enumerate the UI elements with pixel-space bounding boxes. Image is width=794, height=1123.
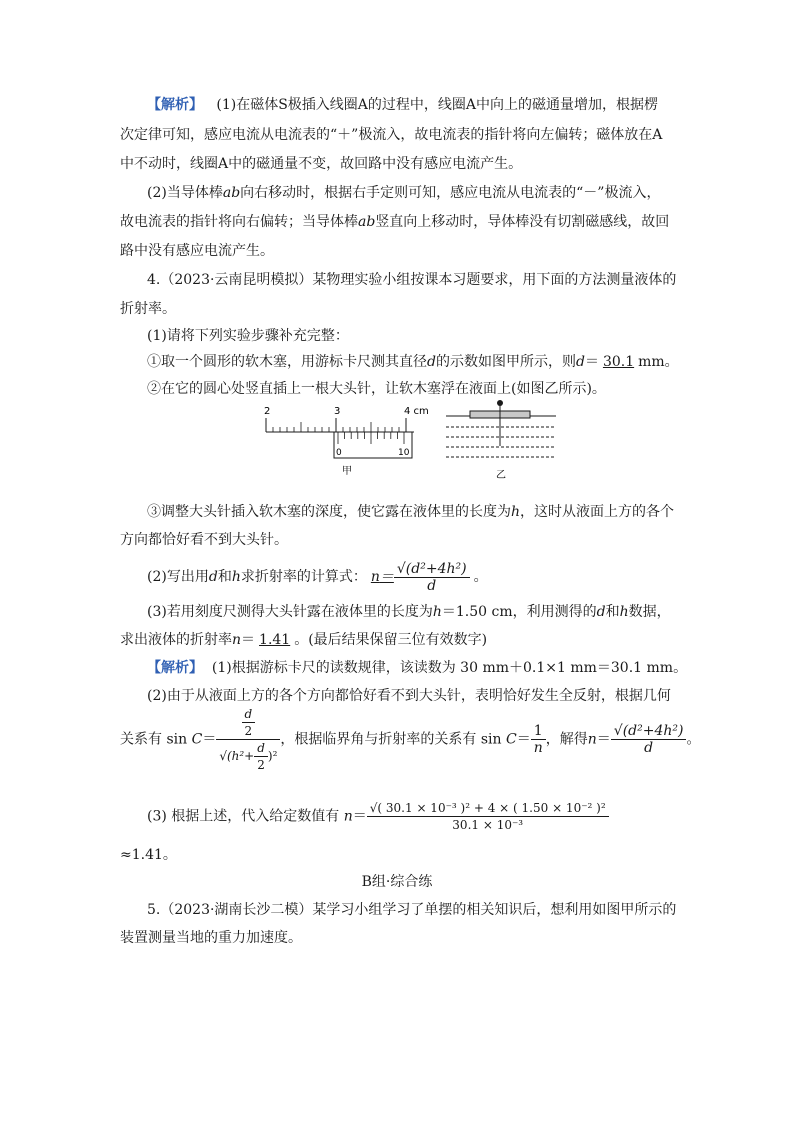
vernier-label-0: 0 (336, 448, 342, 458)
q4-part1-title: (1)请将下列实验步骤补充完整： (147, 328, 349, 344)
figure-label-yi: 乙 (496, 470, 506, 481)
tick-label-2: 2 (264, 406, 271, 417)
analysis-line-4: (2)当导体棒ab向右移动时，根据右手定则可知，感应电流从电流表的“－”极流入， (147, 185, 661, 201)
tick-label-4: 4 cm (404, 406, 429, 417)
q4-stem-2: 折射率。 (120, 301, 176, 317)
answer-index: 1.41 (259, 632, 291, 648)
answer-diameter: 30.1 (602, 354, 635, 370)
analysis-line-3: 中不动时，线圈A中的磁通量不变，故回路中没有感应电流产生。 (120, 156, 523, 172)
analysis-line-5: 故电流表的指针将向右偏转；当导体棒ab竖直向上移动时，导体棒没有切割磁感线，故回 (120, 214, 670, 230)
analysis2-line-4: (3) 根据上述，代入给定数值有 n＝ $\frac{\text{√( 30.1 × 10⁻³ )² + 4 × ( 1.50 × 10⁻² )²}}{\text{30.1 × 10⁻³}}$ (147, 800, 609, 833)
analysis-line-6: 路中没有感应电流产生。 (120, 243, 274, 259)
analysis2-line-1: 【解析】 (1)根据游标卡尺的读数规律，该读数为 30 mm＋0.1×1 mm＝30.1 mm。 (147, 660, 688, 676)
vernier-label-10: 10 (398, 448, 410, 458)
figure-label-jia: 甲 (342, 466, 352, 477)
q4-part3-cont: 求出液体的折射率n＝ 1.41 。(最后结果保留三位有效数字) (120, 632, 488, 648)
q4-step3: ③调整大头针插入软木塞的深度，使它露在液体里的长度为h，这时从液面上方的各个 (147, 504, 675, 520)
q4-step2: ②在它的圆心处竖直插上一根大头针，让软木塞浮在液面上(如图乙所示)。 (147, 381, 606, 397)
q5-stem-2: 装置测量当地的重力加速度。 (120, 930, 302, 946)
q5-stem-1: 5.（2023·湖南长沙二模）某学习小组学习了单摆的相关知识后，想利用如图甲所示的 (147, 902, 677, 918)
analysis2-line-3: 关系有 sin C＝ $\frac{d}{2}$ √(h²+ $\frac{d}{2}$ )² ，根据临界角与折射率的关系有 sin C＝ $\frac{1}{n}$ ，解得n＝ $\frac{\text{√(d²+4h²)}}{d}$ 。 (120, 707, 701, 772)
group-b-heading: B组·综合练 (361, 874, 433, 890)
analysis-tag: 【解析】 (147, 97, 203, 113)
tick-label-3: 3 (334, 406, 341, 417)
analysis-line-2: 次定律可知，感应电流从电流表的“＋”极流入，故电流表的指针将向左偏转；磁体放在A (120, 127, 663, 143)
analysis2-line-2: (2)由于从液面上方的各个方向都恰好看不到大头针，表明恰好发生全反射，根据几何 (147, 688, 671, 704)
figure-caliper-cork (250, 400, 570, 500)
q4-part3: (3)若用刻度尺测得大头针露在液体里的长度为h＝1.50 cm，利用测得的d和h数据， (147, 604, 671, 620)
q4-step1: ①取一个圆形的软木塞，用游标卡尺测其直径d的示数如图甲所示，则d＝ 30.1 mm。 (147, 354, 679, 370)
q4-part2: (2)写出用d和h求折射率的计算式： n＝ $\frac{\text{√(d²+4h²)}}{d}$ 。 (147, 560, 488, 594)
analysis2-line-5: ≈1.41。 (120, 847, 177, 863)
q4-stem-1: 4.（2023·云南昆明模拟）某物理实验小组按课本习题要求，用下面的方法测量液体的 (147, 272, 677, 288)
q4-step3-cont: 方向都恰好看不到大头针。 (120, 532, 288, 548)
analysis-line-1: 【解析】 (1)在磁体S极插入线圈A的过程中，线圈A中向上的磁通量增加，根据楞 (147, 97, 659, 113)
answer-formula: n＝ $\frac{\text{√(d²+4h²)}}{d}$ (367, 569, 474, 585)
